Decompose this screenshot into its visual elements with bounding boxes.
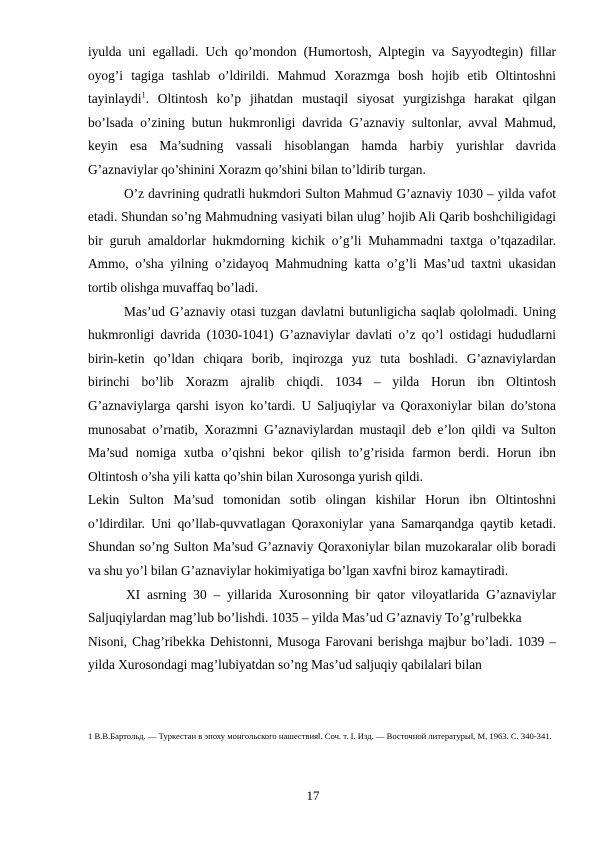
paragraph-1 (88, 40, 556, 182)
page-number: 17 (306, 788, 320, 803)
paragraph-3: Mas’ud G’aznaviy otasi tuzgan davlatni butunligicha saqlab qololmadi. Uning hukmronligi davrida (1030-1041) G’aznaviylar davlati o’z qo’l ostidagi hududlarni birin-ketin qo’ldan chiqara borib, inqirozga yuz tuta boshladi. G’aznaviylardan birinchi bo’lib Xorazm ajralib chiqdi. 1034 – yilda Horun ibn Oltintosh G’aznaviylarga qarshi isyon ko’tardi. U Saljuqiylar va Qoraxoniylar bilan do’stona munosabat o’rnatib, Xorazmni G’aznaviylardan mustaqil deb e’lon qildi va Sulton Ma’sud nomiga xutba o’qishni bekor qilish to’g’risida farmon berdi. Horun ibn Oltintosh o’sha yili katta qo’shin bilan Xurosonga yurish qildi. (88, 303, 556, 484)
footnote: 1 В.В.Бартольд. — Туркестан в эпоху монгольского нашествия‖. Соч. т. I. Изд. — Восточной литературы‖, М, 1963. С. 340-341. (88, 731, 552, 741)
paragraph-5: XI asrning 30 – yillarida Xurosonning bir qator viloyatlarida G’aznaviylar Saljuqiylardan mag’lub bo’lishdi. 1035 – yilda Mas’ud G’aznaviy To’g’rulbekka (88, 586, 556, 626)
body-text (88, 40, 556, 677)
paragraph-1-continuation: . Oltintosh ko’p jihatdan mustaqil siyosat yurgizishga harakat qilgan bo’lsada o’zining butun hukmronligi davrida G’aznaviy sultonlar, avval Mahmud, keyin esa Ma’sudning vassali hisoblangan hamda harbiy yurishlar davrida G’aznaviylar qo’shinini Xorazm qo’shini bilan to’ldirib turgan. (88, 91, 556, 177)
paragraph-6: Nisoni, Chag’ribekka Dehistonni, Musoga Farovani berishga majbur bo’ladi. 1039 – yilda Xurosondagi mag’lubiyatdan so’ng Mas’ud saljuqiy qabilalari bilan (88, 633, 556, 673)
footnote-ref: 1 (141, 90, 146, 100)
paragraph-2: O’z davrining qudratli hukmdori Sulton Mahmud G’aznaviy 1030 – yilda vafot etadi. Shundan so’ng Mahmudning vasiyati bilan ulug’ hojib Ali Qarib boshchiligidagi bir guruh amaldorlar hukmdorning kichik o’g’li Muhammadni taxtga o’tqazadilar. Ammo, o’sha yilning o’zidayoq Mahmudning katta o’g’li Mas’ud taxtni ukasidan tortib olishga muvaffaq bo’ladi. (88, 185, 556, 295)
paragraph-4: Lekin Sulton Ma’sud tomonidan sotib olingan kishilar Horun ibn Oltintoshni o’ldirdilar. Uni qo’llab-quvvatlagan Qoraxoniylar yana Samarqandga qaytib ketadi. Shundan so’ng Sulton Ma’sud G’aznaviy Qoraxoniylar bilan muzokaralar olib boradi va shu yo’l bilan G’aznaviylar hokimiyatiga bo’lgan xavfni biroz kamaytiradi. (88, 492, 556, 579)
paragraph-1-text: iyulda uni egalladi. Uch qo’mondon (Humortosh, Alptegin va Sayyodtegin) fillar oyog’i tagiga tashlab o’ldirildi. Mahmud Xorazmga bosh hojib etib Oltintoshni tayinlaydi (88, 44, 556, 107)
